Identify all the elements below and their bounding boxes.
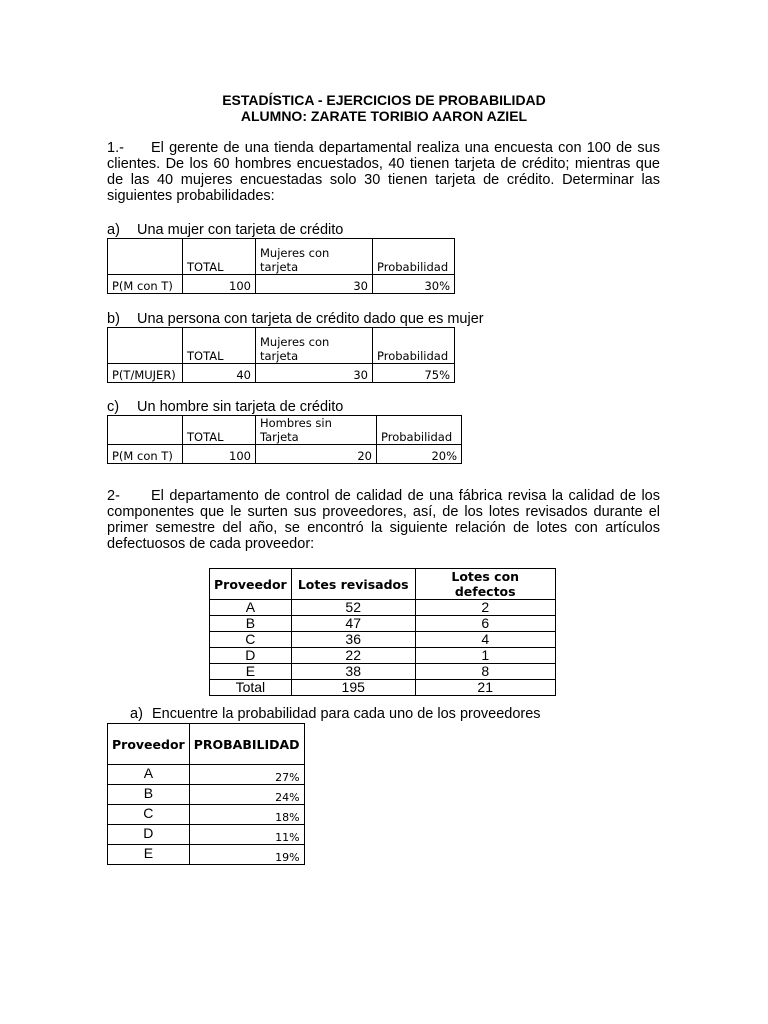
table-header: Probabilidad	[377, 416, 462, 445]
table-cell: C	[210, 632, 292, 648]
table-cell: 20	[256, 445, 377, 464]
table-cell: 8	[415, 664, 555, 680]
table-header: Probabilidad	[373, 239, 455, 275]
table-row	[108, 239, 455, 275]
table-row	[108, 275, 455, 294]
table-cell	[108, 239, 183, 275]
table-cell: P(T/MUJER)	[108, 364, 183, 383]
table-cell: 36	[291, 632, 415, 648]
table-cell: 24%	[189, 785, 304, 805]
problem-1c-text: Un hombre sin tarjeta de crédito	[137, 399, 344, 415]
table-cell: C	[108, 805, 190, 825]
table-cell: E	[210, 664, 292, 680]
table-header: Hombres sin Tarjeta	[256, 416, 377, 445]
table-row	[210, 616, 556, 632]
table-cell: B	[108, 785, 190, 805]
problem-1-number: 1.-	[107, 140, 124, 156]
table-cell: Total	[210, 680, 292, 696]
table-cell: 30%	[373, 275, 455, 294]
table-row	[108, 805, 305, 825]
table-row	[210, 632, 556, 648]
table-1b	[107, 327, 455, 383]
table-cell: 52	[291, 600, 415, 616]
table-header: Lotes revisados	[291, 569, 415, 600]
table-cell	[108, 328, 183, 364]
table-row	[108, 328, 455, 364]
table-header: TOTAL	[183, 328, 256, 364]
problem-2-text: El departamento de control de calidad de una fábrica revisa la calidad de los componentes que le surten sus proveedores, así, de los lotes revisados durante el primer semestre del año, se encontró la siguiente relación de lotes con artículos defectuosos de cada proveedor:	[107, 488, 660, 552]
table-1c	[107, 415, 462, 464]
table-cell: 38	[291, 664, 415, 680]
table-row	[108, 724, 305, 765]
problem-1b-letter: b)	[107, 311, 120, 327]
table-cell: 21	[415, 680, 555, 696]
table-cell: A	[210, 600, 292, 616]
table-cell: P(M con T)	[108, 275, 183, 294]
problem-1b-text: Una persona con tarjeta de crédito dado que es mujer	[137, 311, 484, 327]
table-cell: 18%	[189, 805, 304, 825]
probability-table	[107, 723, 305, 865]
table-cell: 27%	[189, 765, 304, 785]
table-row	[210, 664, 556, 680]
table-header: Proveedor	[210, 569, 292, 600]
problem-1c-heading	[107, 399, 343, 415]
table-row	[108, 785, 305, 805]
table-cell: 4	[415, 632, 555, 648]
problem-2-statement	[107, 488, 660, 552]
table-header: Lotes con defectos	[415, 569, 555, 600]
table-header: PROBABILIDAD	[189, 724, 304, 765]
table-header: TOTAL	[183, 416, 256, 445]
student-name: ALUMNO: ZARATE TORIBIO AARON AZIEL	[240, 108, 528, 124]
problem-1a-text: Una mujer con tarjeta de crédito	[137, 222, 344, 238]
table-header: Mujeres con tarjeta	[256, 239, 373, 275]
problem-2a-heading	[130, 706, 541, 722]
table-cell: 30	[256, 275, 373, 294]
table-cell: 47	[291, 616, 415, 632]
table-cell: 2	[415, 600, 555, 616]
table-cell: 100	[183, 445, 256, 464]
problem-1-text: El gerente de una tienda departamental realiza una encuesta con 100 de sus clientes. De los 60 hombres encuestados, 40 tienen tarjeta de crédito; mientras que de las 40 mujeres encuestadas solo 30 tienen tarjeta de crédito. Determinar las siguientes probabilidades:	[107, 140, 660, 204]
table-row	[108, 364, 455, 383]
table-cell	[108, 416, 183, 445]
problem-1a-heading	[107, 222, 343, 238]
table-row	[108, 845, 305, 865]
problem-1-statement	[107, 140, 660, 204]
problem-1c-letter: c)	[107, 399, 120, 415]
table-cell: 11%	[189, 825, 304, 845]
table-cell: D	[210, 648, 292, 664]
table-cell: B	[210, 616, 292, 632]
table-row	[108, 765, 305, 785]
table-row	[210, 648, 556, 664]
problem-2a-text: Encuentre la probabilidad para cada uno de los proveedores	[152, 706, 541, 722]
table-row	[108, 825, 305, 845]
table-cell: 195	[291, 680, 415, 696]
table-header: TOTAL	[183, 239, 256, 275]
table-cell: 30	[256, 364, 373, 383]
table-cell: D	[108, 825, 190, 845]
table-row	[108, 416, 462, 445]
table-cell: 20%	[377, 445, 462, 464]
table-header: Mujeres con tarjeta	[256, 328, 373, 364]
table-row	[210, 680, 556, 696]
document-title: ESTADÍSTICA - EJERCICIOS DE PROBABILIDAD	[222, 92, 546, 108]
table-cell: 19%	[189, 845, 304, 865]
table-header: Probabilidad	[373, 328, 455, 364]
problem-2a-letter: a)	[130, 706, 143, 722]
table-cell: 22	[291, 648, 415, 664]
table-cell: A	[108, 765, 190, 785]
table-cell: 6	[415, 616, 555, 632]
table-row	[210, 569, 556, 600]
suppliers-table	[209, 568, 556, 696]
table-cell: P(M con T)	[108, 445, 183, 464]
problem-2-number: 2-	[107, 488, 120, 504]
table-row	[210, 600, 556, 616]
problem-1b-heading	[107, 311, 484, 327]
table-1a	[107, 238, 455, 294]
table-cell: 1	[415, 648, 555, 664]
table-header: Proveedor	[108, 724, 190, 765]
table-cell: 75%	[373, 364, 455, 383]
table-cell: 40	[183, 364, 256, 383]
table-row	[108, 445, 462, 464]
problem-1a-letter: a)	[107, 222, 120, 238]
table-cell: 100	[183, 275, 256, 294]
table-cell: E	[108, 845, 190, 865]
